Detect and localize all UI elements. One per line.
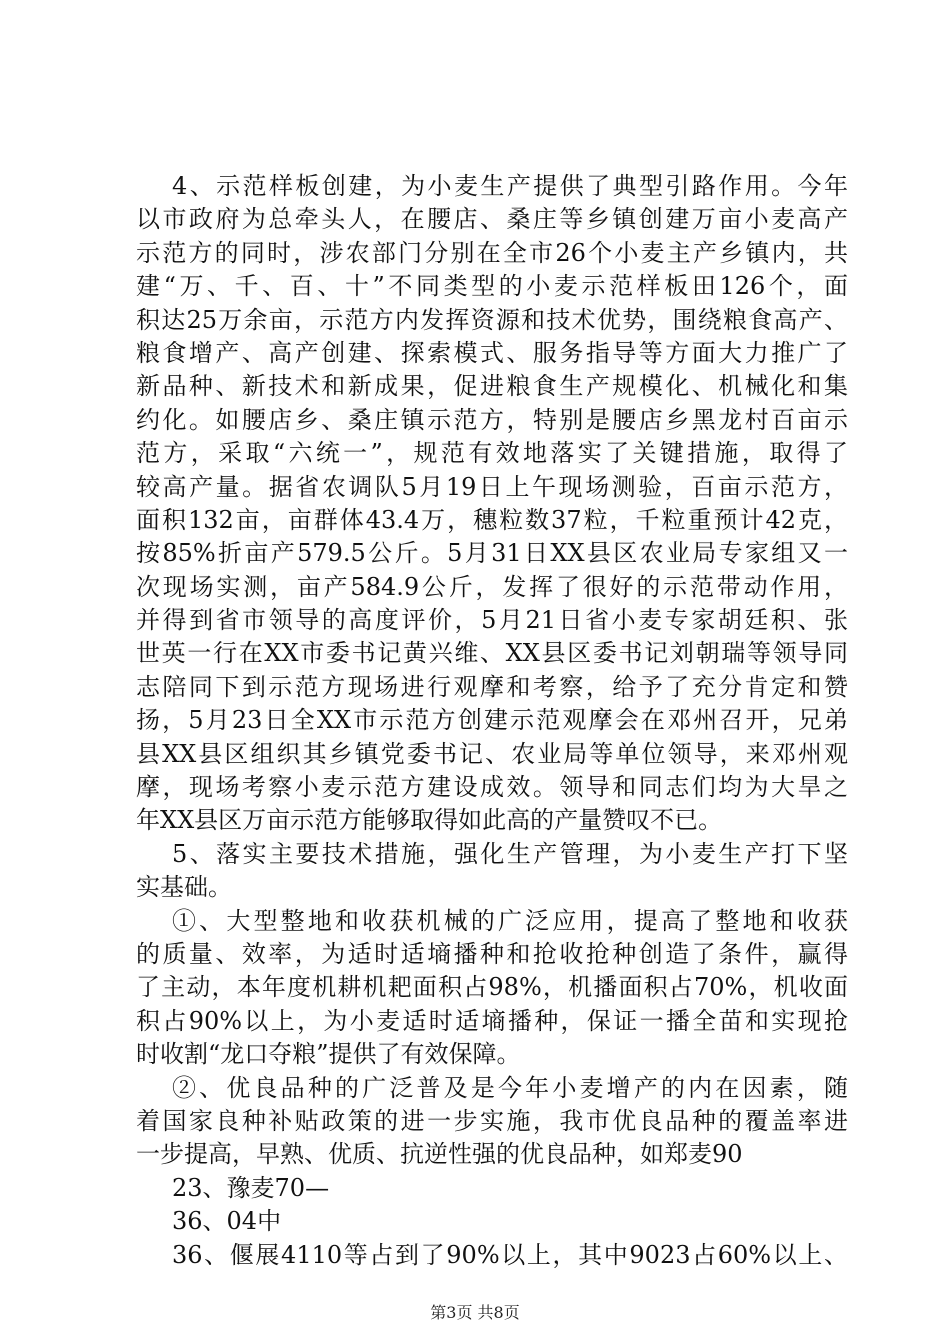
page-footer [0,1300,950,1323]
text-line: 36、偃展4110等占到了90%以上，其中9023占60%以上、 [172,1240,848,1269]
text-line: ①、大型整地和收获机械的广泛应用，提高了整地和收获 [172,906,848,935]
text-line: 5、落实主要技术措施，强化生产管理，为小麦生产打下坚 [172,839,848,868]
text-line: 示范方的同时，涉农部门分别在全市26个小麦主产乡镇内，共 [136,238,848,267]
paragraph [136,1172,848,1205]
paragraph [136,1239,848,1272]
text-line: 县XX县区组织其乡镇党委书记、农业局等单位领导，来邓州观 [136,739,848,768]
text-line: 一步提高，早熟、优质、抗逆性强的优良品种，如郑麦90 [136,1140,743,1169]
paragraph [136,1205,848,1238]
text-line: 着国家良种补贴政策的进一步实施，我市优良品种的覆盖率进 [136,1106,848,1135]
text-line: 摩，现场考察小麦示范方建设成效。领导和同志们均为大旱之 [136,773,848,802]
paragraph [136,905,848,1072]
text-line: 按85%折亩产579.5公斤。5月31日XX县区农业局专家组又一 [136,539,848,568]
text-line: 时收割“龙口夺粮”提供了有效保障。 [136,1040,521,1069]
text-line: 积占90%以上，为小麦适时适墒播种，保证一播全苗和实现抢 [136,1006,848,1035]
text-line: 的质量、效率，为适时适墒播种和抢收抢种创造了条件，赢得 [136,939,848,968]
page-number: 第3页 共8页 [430,1303,520,1322]
text-line: 4、示范样板创建，为小麦生产提供了典型引路作用。今年 [172,172,848,200]
text-line: 实基础。 [136,873,232,902]
text-line: 次现场实测，亩产584.9公斤，发挥了很好的示范带动作用， [136,572,848,601]
text-line: 以市政府为总牵头人，在腰店、桑庄等乡镇创建万亩小麦高产 [136,205,848,234]
text-line: 年XX县区万亩示范方能够取得如此高的产量赞叹不已。 [136,806,723,835]
text-line: 并得到省市领导的高度评价，5月21日省小麦专家胡廷积、张 [136,606,848,635]
text-line: 粮食增产、高产创建、探索模式、服务指导等方面大力推广了 [136,338,848,367]
paragraph [136,838,848,905]
text-line: 范方，采取“六统一”，规范有效地落实了关键措施，取得了 [136,439,848,468]
text-line: 建“万、千、百、十”不同类型的小麦示范样板田126个，面 [136,272,848,301]
text-line: 扬，5月23日全XX市示范方创建示范观摩会在邓州召开，兄弟 [136,706,848,735]
text-line: 较高产量。据省农调队5月19日上午现场测验，百亩示范方， [136,472,848,501]
text-line: 世英一行在XX市委书记黄兴维、XX县区委书记刘朝瑞等领导同 [136,639,848,668]
text-line: ②、优良品种的广泛普及是今年小麦增产的内在因素，随 [172,1073,848,1102]
text-line: 面积132亩，亩群体43.4万，穗粒数37粒，千粒重预计42克， [136,505,848,534]
paragraph [136,170,848,838]
text-line: 了主动，本年度机耕机耙面积占98%，机播面积占70%，机收面 [136,973,848,1002]
text-line: 新品种、新技术和新成果，促进粮食生产规模化、机械化和集 [136,372,848,401]
document-body [136,170,848,1272]
text-line: 积达25万余亩，示范方内发挥资源和技术优势，围绕粮食高产、 [136,305,848,334]
text-line: 志陪同下到示范方现场进行观摩和考察，给予了充分肯定和赞 [136,672,848,701]
text-line: 36、04中 [172,1207,282,1236]
text-line: 23、豫麦70— [172,1173,330,1202]
paragraph [136,1072,848,1172]
text-line: 约化。如腰店乡、桑庄镇示范方，特别是腰店乡黑龙村百亩示 [136,405,848,434]
